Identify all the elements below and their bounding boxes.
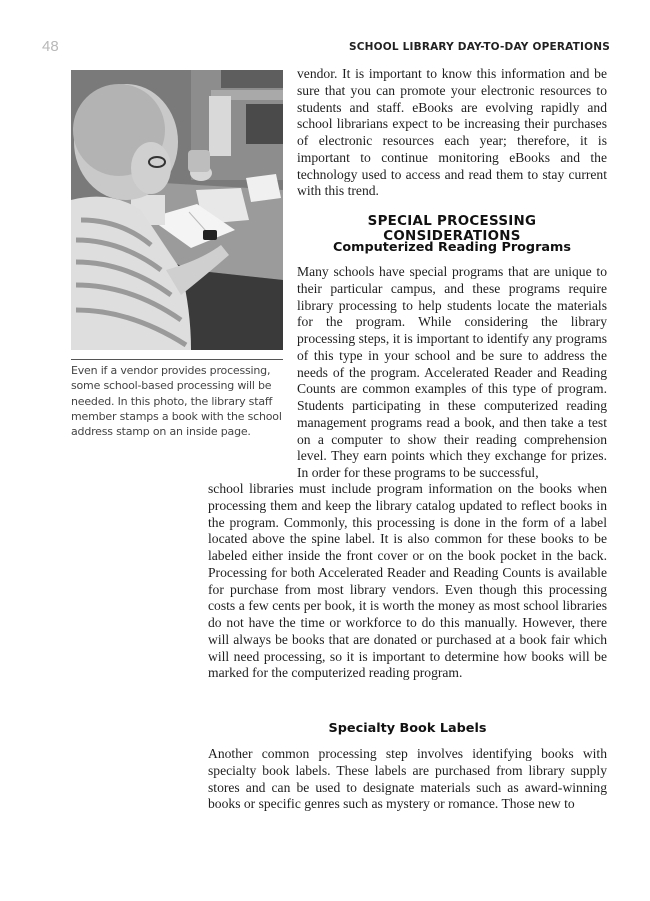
paragraph-programs-part-2: school libraries must include program information on the books when processing them and keep the library catalog updated to reflect books in the program. Commonly, this processing is done in the form of a label located above the spine label. It is also common for these books to be labeled either inside the front cover or on the book pocket in the back. Processing for both Accelerated Reader and Reading Counts is available for purchase from most library vendors. Even though this processing costs a few cents per book, it is worth the money as most school libraries do not have the time or workforce to do this manually. However, there will always be books that are donated or purchased at a book fair which will need processing, so it is important to determine how books will be marked for the computerized reading program. — [208, 481, 607, 681]
running-head: SCHOOL LIBRARY DAY-TO-DAY OPERATIONS — [348, 41, 610, 53]
caption-rule — [71, 359, 283, 360]
photo-caption: Even if a vendor provides processing, some school-based processing will be needed. In this photo, the library staff member stamps a book with the school address stamp on an inside page. — [71, 364, 282, 439]
section-heading: SPECIAL PROCESSING CONSIDERATIONS — [367, 214, 537, 244]
photo-illustration — [71, 70, 283, 350]
library-staff-photo — [71, 70, 283, 350]
page-number: 48 — [42, 38, 59, 55]
subheading-computerized: Computerized Reading Programs — [332, 240, 571, 255]
paragraph-intro: vendor. It is important to know this information and be sure that you can promote your electronic resources to students and staff. eBooks are evolving rapidly and school librarians expect to be increasing their purchases of electronic resources each year; therefore, it is important to continue monitoring eBooks and the technology used to access and read them to stay current with this trend. — [297, 66, 607, 199]
paragraph-programs-part-1: Many schools have special programs that are unique to their particular campus, and these programs require library processing to help students locate the materials for the program. While considering the library processing steps, it is important to identify any programs of this type in your school and be sure to address the needs of the program. Accelerated Reader and Reading Counts are common examples of this type of program. Students participating in these computerized reading management programs read a book, and then take a test on a computer to show their reading comprehension level. They earn points which they exchange for prizes. In order for these programs to be successful, — [297, 264, 607, 480]
subheading-specialty-labels: Specialty Book Labels — [328, 721, 487, 736]
paragraph-specialty-labels: Another common processing step involves identifying books with specialty book labels. These labels are purchased from library supply stores and can be used to designate materials such as award-winning books or specific genres such as mystery or romance. Those new to — [208, 746, 607, 812]
